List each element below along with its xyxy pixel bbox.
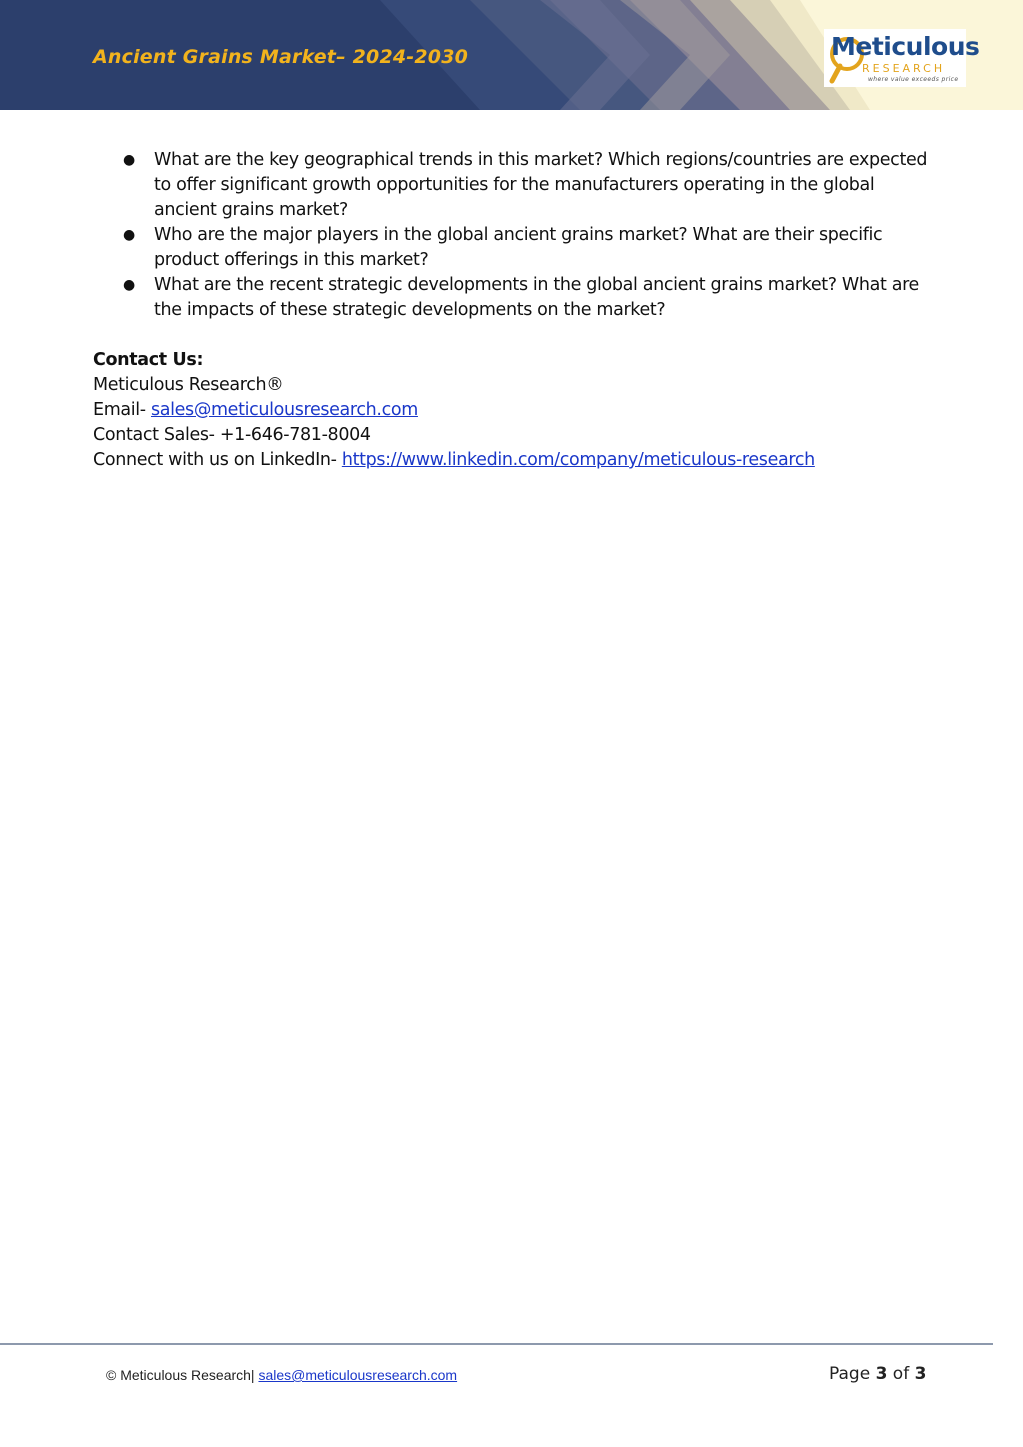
page-word: Page [829, 1364, 876, 1384]
page-current: 3 [875, 1364, 888, 1384]
email-link[interactable]: sales@meticulousresearch.com [150, 400, 418, 420]
bullet-icon: ● [123, 152, 135, 168]
question-text: What are the key geographical trends in this market? Which regions/countries are expected to offer significant growth opportunities for the manufacturers operating in the global ancient grains market? [154, 150, 928, 220]
footer-divider [0, 1343, 993, 1345]
email-label: Email- [93, 400, 151, 420]
page-of: of [887, 1364, 915, 1384]
footer-copyright [106, 1367, 457, 1383]
header-banner [0, 0, 1023, 110]
bullet-icon: ● [123, 227, 135, 243]
page-content [93, 148, 933, 473]
contact-heading: Contact Us: [93, 350, 204, 370]
question-text: Who are the major players in the global ancient grains market? What are their specific product offerings in this market? [154, 225, 883, 270]
phone-line: Contact Sales- +1-646-781-8004 [93, 425, 371, 445]
logo-tagline: where value exceeds price [868, 76, 959, 83]
email-line [93, 398, 933, 423]
logo-wordmark: Meticulous [831, 32, 980, 61]
footer-email-link[interactable]: sales@meticulousresearch.com [258, 1367, 458, 1383]
page-total: 3 [914, 1364, 927, 1384]
list-item [93, 148, 933, 223]
linkedin-link[interactable]: https://www.linkedin.com/company/meticulous-research [341, 450, 815, 470]
copyright-text: © Meticulous Research| [106, 1367, 259, 1383]
company-name: Meticulous Research® [93, 375, 284, 395]
question-text: What are the recent strategic developments in the global ancient grains market? What are the impacts of these strategic developments on the market? [154, 275, 919, 320]
company-logo [824, 29, 980, 87]
report-title: Ancient Grains Market– 2024-2030 [93, 46, 469, 68]
logo-subtitle: RESEARCH [862, 62, 946, 75]
linkedin-line [93, 448, 933, 473]
page-number [829, 1364, 926, 1384]
bullet-icon: ● [123, 277, 135, 293]
list-item [93, 273, 933, 323]
list-item [93, 223, 933, 273]
linkedin-label: Connect with us on LinkedIn- [93, 450, 342, 470]
contact-section [93, 348, 933, 473]
question-list [93, 148, 933, 323]
